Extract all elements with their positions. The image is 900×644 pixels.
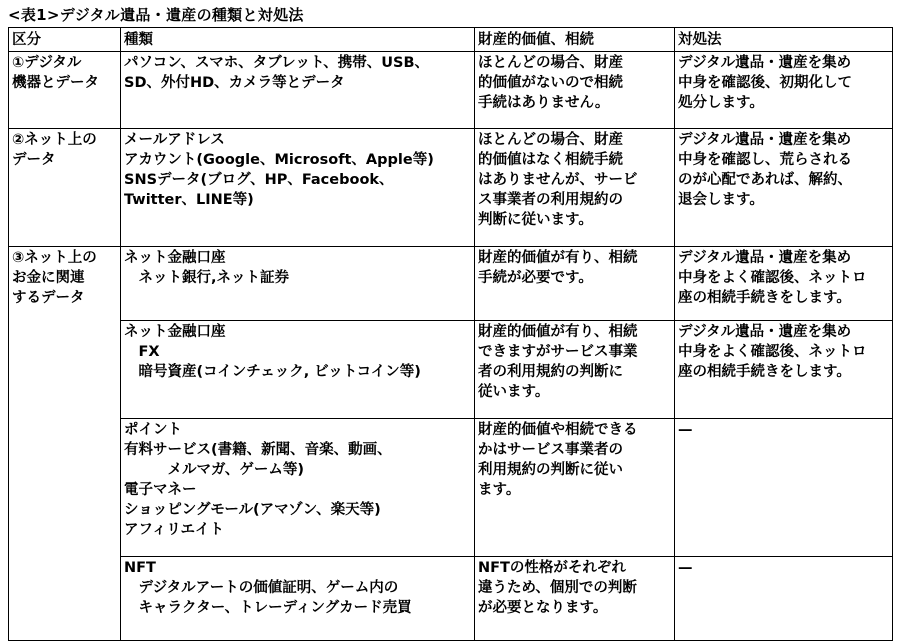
action-cell: デジタル遺品・遺産を集め 中身をよく確認後、ネットロ 座の相続手続きをします。 bbox=[675, 247, 893, 321]
header-row bbox=[9, 28, 893, 52]
value-cell: 財産的価値が有り、相続 できますがサービス事業 者の利用規約の判断に 従います。 bbox=[475, 321, 675, 419]
header-action: 対処法 bbox=[675, 28, 893, 52]
type-cell: ネット金融口座 ネット銀行,ネット証券 bbox=[121, 247, 475, 321]
table-row bbox=[9, 419, 893, 557]
table-caption: <表1>デジタル遺品・遺産の種類と対処法 bbox=[8, 6, 304, 24]
value-cell: ほとんどの場合、財産 的価値がないので相続 手続はありません。 bbox=[475, 52, 675, 129]
digital-legacy-table bbox=[8, 27, 893, 641]
header-category: 区分 bbox=[9, 28, 121, 52]
action-cell: デジタル遺品・遺産を集め 中身を確認し、荒らされる のが心配であれば、解約、 退会します。 bbox=[675, 129, 893, 247]
type-cell: NFT デジタルアートの価値証明、ゲーム内の キャラクター、トレーディングカード売買 bbox=[121, 557, 475, 641]
table-row bbox=[9, 52, 893, 129]
type-cell: ポイント 有料サービス(書籍、新聞、音楽、動画、 メルマガ、ゲーム等) 電子マネー ショッピングモール(アマゾン、楽天等) アフィリエイト bbox=[121, 419, 475, 557]
table-row bbox=[9, 247, 893, 321]
action-cell-dash: — bbox=[675, 419, 893, 557]
category-cell: ③ネット上の お金に関連 するデータ bbox=[9, 247, 121, 641]
header-type: 種類 bbox=[121, 28, 475, 52]
action-cell-dash: — bbox=[675, 557, 893, 641]
category-cell: ①デジタル 機器とデータ bbox=[9, 52, 121, 129]
type-cell: メールアドレス アカウント(Google、Microsoft、Apple等) SNSデータ(ブログ、HP、Facebook、 Twitter、LINE等) bbox=[121, 129, 475, 247]
type-cell: パソコン、スマホ、タブレット、携帯、USB、 SD、外付HD、カメラ等とデータ bbox=[121, 52, 475, 129]
table-row bbox=[9, 321, 893, 419]
type-cell: ネット金融口座 FX 暗号資産(コインチェック, ビットコイン等) bbox=[121, 321, 475, 419]
value-cell: 財産的価値が有り、相続 手続が必要です。 bbox=[475, 247, 675, 321]
action-cell: デジタル遺品・遺産を集め 中身を確認後、初期化して 処分します。 bbox=[675, 52, 893, 129]
value-cell: ほとんどの場合、財産 的価値はなく相続手続 はありませんが、サービ ス事業者の利用規約の 判断に従います。 bbox=[475, 129, 675, 247]
value-cell: NFTの性格がそれぞれ 違うため、個別での判断 が必要となります。 bbox=[475, 557, 675, 641]
action-cell: デジタル遺品・遺産を集め 中身をよく確認後、ネットロ 座の相続手続きをします。 bbox=[675, 321, 893, 419]
value-cell: 財産的価値や相続できる かはサービス事業者の 利用規約の判断に従い ます。 bbox=[475, 419, 675, 557]
table-row bbox=[9, 557, 893, 641]
header-value: 財産的価値、相続 bbox=[475, 28, 675, 52]
category-cell: ②ネット上の データ bbox=[9, 129, 121, 247]
table-row bbox=[9, 129, 893, 247]
